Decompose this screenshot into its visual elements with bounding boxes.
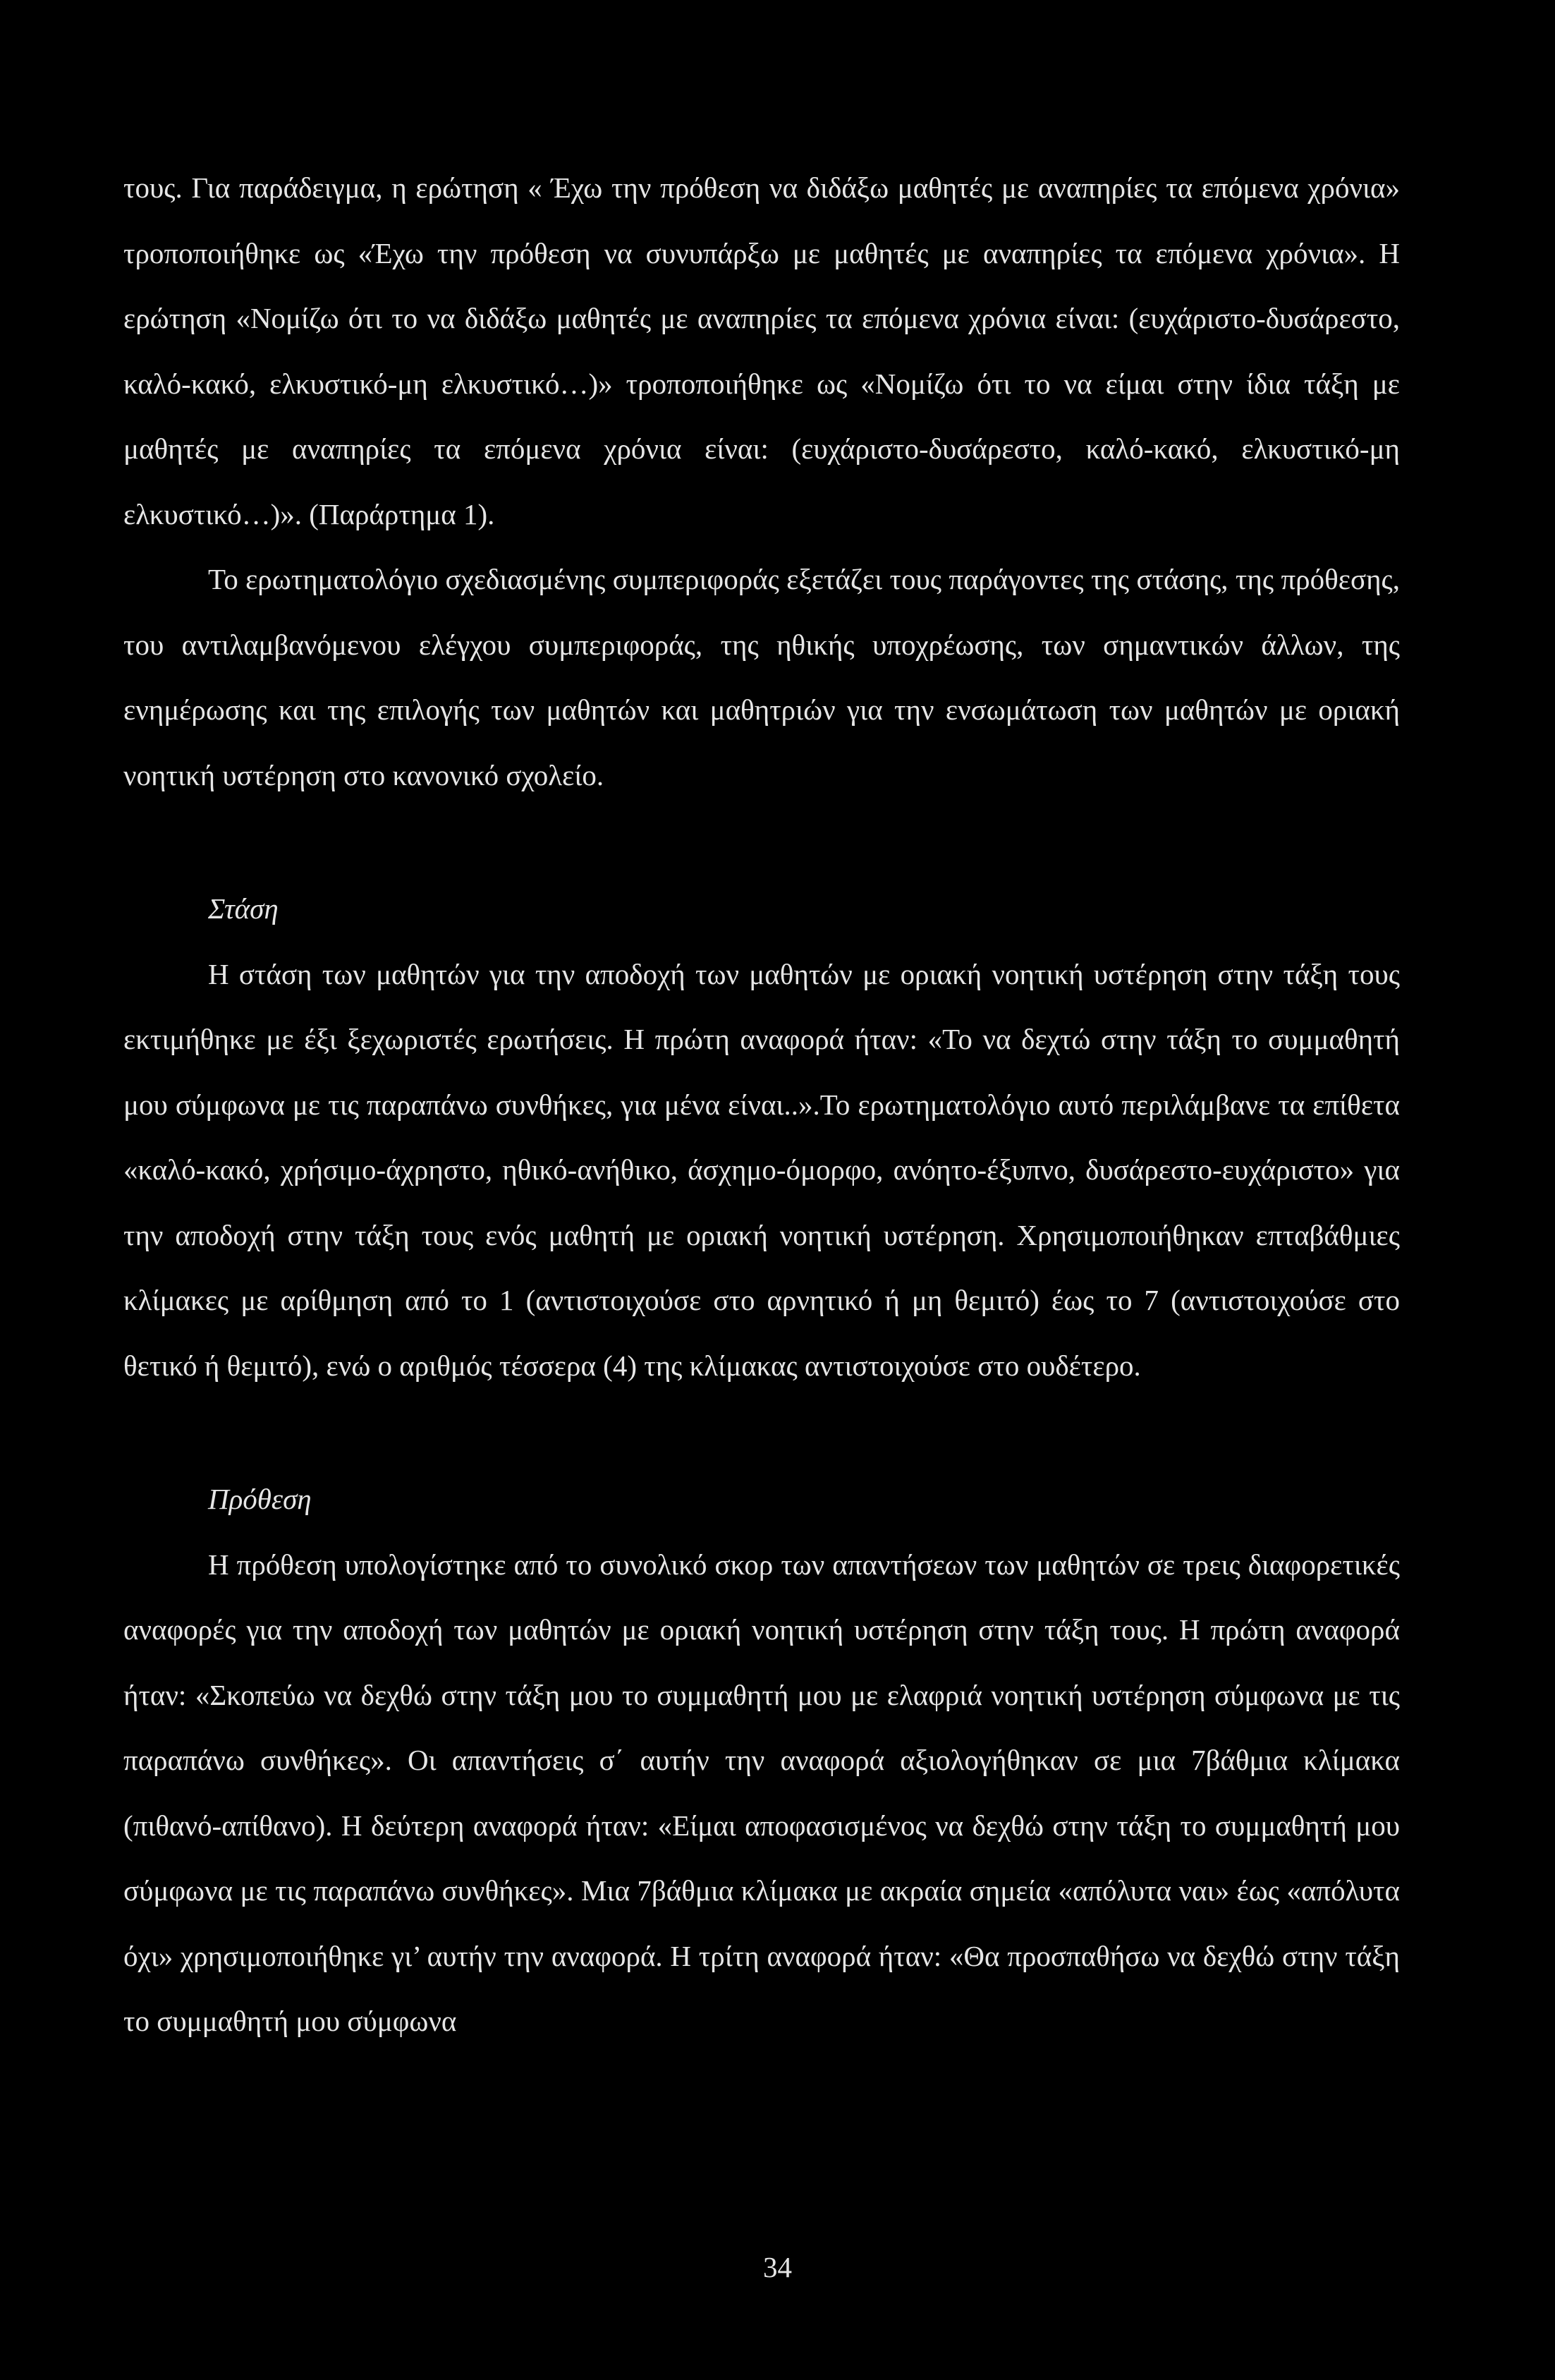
- paragraph-2: Το ερωτηματολόγιο σχεδιασμένης συμπεριφοράς εξετάζει τους παράγοντες της στάσης, της πρόθεσης, του αντιλαμβανόμενου ελέγχου συμπεριφοράς, της ηθικής υποχρέωσης, των σημαντικών άλλων, της ενημέρωσης και της επιλογής των μαθητών και μαθητριών για την ενσωμάτωση των μαθητών με οριακή νοητική υστέρηση στο κανονικό σχολείο.: [123, 563, 1400, 791]
- paragraph-prothesi: Η πρόθεση υπολογίστηκε από το συνολικό σκορ των απαντήσεων των μαθητών σε τρεις διαφορετικές αναφορές για την αποδοχή των μαθητών με οριακή νοητική υστέρηση στην τάξη τους. Η πρώτη αναφορά ήταν: «Σκοπεύω να δεχθώ στην τάξη μου το συμμαθητή μου με ελαφριά νοητική υστέρηση σύμφωνα με τις παραπάνω συνθήκες». Οι απαντήσεις σ΄ αυτήν την αναφορά αξιολογήθηκαν σε μια 7βάθμια κλίμακα (πιθανό-απίθανο). Η δεύτερη αναφορά ήταν: «Είμαι αποφασισμένος να δεχθώ στην τάξη το συμμαθητή μου σύμφωνα με τις παραπάνω συνθήκες». Μια 7βάθμια κλίμακα με ακραία σημεία «απόλυτα ναι» έως «απόλυτα όχι» χρησιμοποιήθηκε γι’ αυτήν την αναφορά. Η τρίτη αναφορά ήταν: «Θα προσπαθήσω να δεχθώ στην τάξη το συμμαθητή μου σύμφωνα: [123, 1548, 1400, 2037]
- paragraph-1: τους. Για παράδειγμα, η ερώτηση « Έχω την πρόθεση να διδάξω μαθητές με αναπηρίες τα επόμενα χρόνια» τροποποιήθηκε ως «Έχω την πρόθεση να συνυπάρξω με μαθητές με αναπηρίες τα επόμενα χρόνια». Η ερώτηση «Νομίζω ότι το να διδάξω μαθητές με αναπηρίες τα επόμενα χρόνια είναι: (ευχάριστο-δυσάρεστο, καλό-κακό, ελκυστικό-μη ελκυστικό…)» τροποποιήθηκε ως «Νομίζω ότι το να είμαι στην ίδια τάξη με μαθητές με αναπηρίες τα επόμενα χρόνια είναι: (ευχάριστο-δυσάρεστο, καλό-κακό, ελκυστικό-μη ελκυστικό…)». (Παράρτημα 1).: [123, 171, 1400, 530]
- section-heading-stasi: Στάση: [208, 892, 279, 925]
- paragraph-stasi: Η στάση των μαθητών για την αποδοχή των μαθητών με οριακή νοητική υστέρηση στην τάξη τους εκτιμήθηκε με έξι ξεχωριστές ερωτήσεις. Η πρώτη αναφορά ήταν: «Το να δεχτώ στην τάξη το συμμαθητή μου σύμφωνα με τις παραπάνω συνθήκες, για μένα είναι..».Το ερωτηματολόγιο αυτό περιλάμβανε τα επίθετα «καλό-κακό, χρήσιμο-άχρηστο, ηθικό-ανήθικο, άσχημο-όμορφο, ανόητο-έξυπνο, δυσάρεστο-ευχάριστο» για την αποδοχή στην τάξη τους ενός μαθητή με οριακή νοητική υστέρηση. Χρησιμοποιήθηκαν επταβάθμιες κλίμακες με αρίθμηση από το 1 (αντιστοιχούσε στο αρνητικό ή μη θεμιτό) έως το 7 (αντιστοιχούσε στο θετικό ή θεμιτό), ενώ ο αριθμός τέσσερα (4) της κλίμακας αντιστοιχούσε στο ουδέτερο.: [123, 957, 1400, 1382]
- section-heading-prothesi: Πρόθεση: [208, 1483, 312, 1515]
- document-page: [123, 155, 1400, 2054]
- page-number: 34: [763, 2251, 792, 2283]
